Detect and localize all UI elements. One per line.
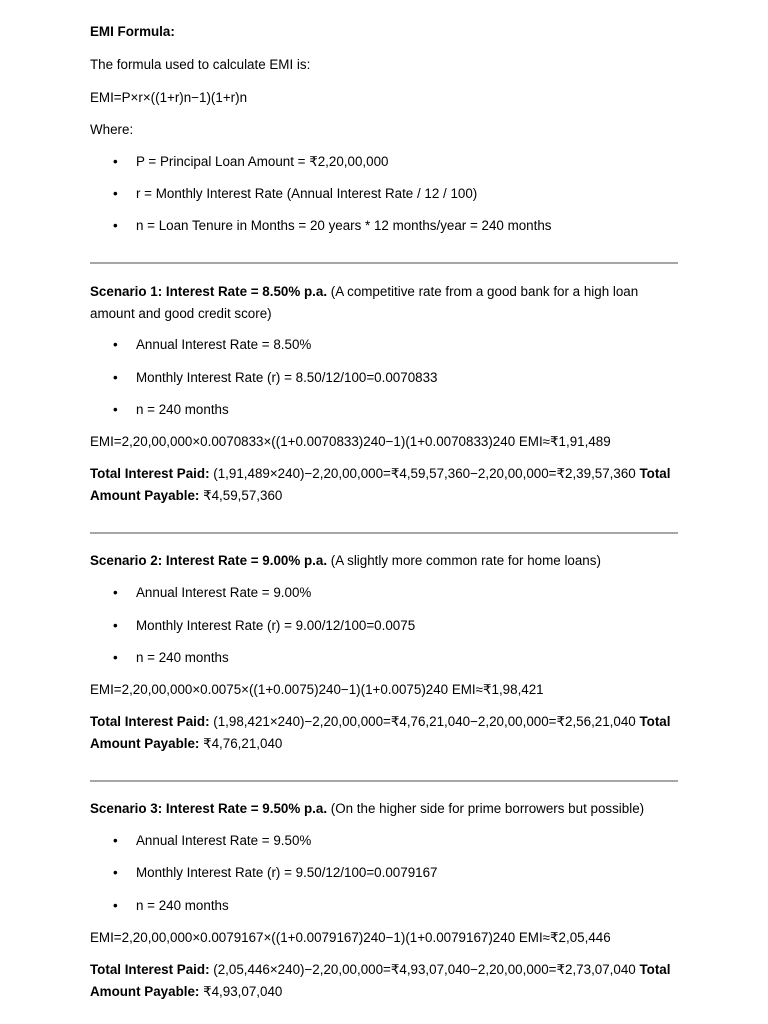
scenario-heading: Scenario 1: Interest Rate = 8.50% p.a. (A competitive rate from a good bank for a high loan amount and good credit score): [90, 284, 639, 321]
bullet-icon: •: [113, 186, 118, 201]
emi-calculation: EMI=2,20,00,000×0.0075×((1+0.0075)240−1)(1+0.0075)240 EMI≈₹1,98,421: [90, 682, 544, 697]
emi-formula: EMI=P×r×((1+r)n−1)(1+r)n: [90, 90, 248, 105]
bullet-icon: •: [113, 833, 118, 848]
scenario-heading: Scenario 3: Interest Rate = 9.50% p.a. (On the higher side for prime borrowers but possible): [90, 801, 645, 816]
scenario-heading: Scenario 2: Interest Rate = 9.00% p.a. (A slightly more common rate for home loans): [90, 553, 601, 568]
bullet-icon: •: [113, 154, 118, 169]
section-heading: EMI Formula:: [90, 24, 175, 39]
totals-paragraph: Total Interest Paid: (1,91,489×240)−2,20,00,000=₹4,59,57,360−2,20,00,000=₹2,39,57,360 Total Amount Payable: ₹4,59,57,360: [90, 466, 671, 503]
totals-paragraph: Total Interest Paid: (2,05,446×240)−2,20,00,000=₹4,93,07,040−2,20,00,000=₹2,73,07,040 Total Amount Payable: ₹4,93,07,040: [90, 962, 671, 999]
formula-lead: The formula used to calculate EMI is:: [90, 57, 311, 72]
emi-calculation: EMI=2,20,00,000×0.0079167×((1+0.0079167)240−1)(1+0.0079167)240 EMI≈₹2,05,446: [90, 930, 611, 945]
horizontal-rule: [90, 532, 678, 534]
horizontal-rule: [90, 780, 678, 782]
bullet-icon: •: [113, 370, 118, 385]
bullet-icon: •: [113, 218, 118, 233]
emi-calculation: EMI=2,20,00,000×0.0070833×((1+0.0070833)240−1)(1+0.0070833)240 EMI≈₹1,91,489: [90, 434, 611, 449]
bullet-icon: •: [113, 618, 118, 633]
horizontal-rule: [90, 262, 678, 264]
bullet-icon: •: [113, 337, 118, 352]
bullet-icon: •: [113, 585, 118, 600]
bullet-icon: •: [113, 650, 118, 665]
totals-paragraph: Total Interest Paid: (1,98,421×240)−2,20,00,000=₹4,76,21,040−2,20,00,000=₹2,56,21,040 Total Amount Payable: ₹4,76,21,040: [90, 714, 671, 751]
where-label: Where:: [90, 122, 134, 137]
bullet-icon: •: [113, 898, 118, 913]
bullet-icon: •: [113, 402, 118, 417]
bullet-icon: •: [113, 865, 118, 880]
document-page: EMI Formula: The formula used to calculate EMI is: EMI=P×r×((1+r)n−1)(1+r)n Where: • P = Principal Loan Amount = ₹2,20,00,000 • r = Monthly Interest Rate (Annual Interest Rate / 12 / 100) • n = Loan Tenure in Months = 20 years * 12 months/year = 240 months Scenario 1: Interest Rate = 8.50% p.a. (A competitive rate from a good bank for a high loan amount and good credit score) • Annual Interest Rate = 8.50% • Monthly Interest Rate (r) = 8.50/12/100=0.0070833 • n = 240 months EMI=2,20,00,000×0.0070833×((1+0.0070833)240−1)(1+0.0070833)240 EMI≈₹1,91,489 Total Interest Paid: (1,91,489×240)−2,20,00,000=₹4,59,57,360−2,20,00,000=₹2,39,57,360 Total Amount Payable: ₹4,59,57,360 Scenario 2: Interest Rate = 9.00% p.a. (A slightly more common rate for home loans) • Annual Interest Rate = 9.00% • Monthly Interest Rate (r) = 9.00/12/100=0.0075 • n = 240 months EMI=2,20,00,000×0.0075×((1+0.0075)240−1)(1+0.0075)240 EMI≈₹1,98,421 Total Interest Paid: (1,98,421×240)−2,20,00,000=₹4,76,21,040−2,20,00,000=₹2,56,21,040 Total Amount Payable: ₹4,76,21,040 Scenario 3: Interest Rate = 9.50% p.a. (On the higher side for prime borrowers but possible) • Annual Interest Rate = 9.50% • Monthly Interest Rate (r) = 9.50/12/100=0.0079167 • n = 240 months EMI=2,20,00,000×0.0079167×((1+0.0079167)240−1)(1+0.0079167)240 EMI≈₹2,05,446 Total Interest Paid: (2,05,446×240)−2,20,00,000=₹4,93,07,040−2,20,00,000=₹2,73,07,040 Total Amount Payable: ₹4,93,07,040: [0, 0, 768, 1024]
